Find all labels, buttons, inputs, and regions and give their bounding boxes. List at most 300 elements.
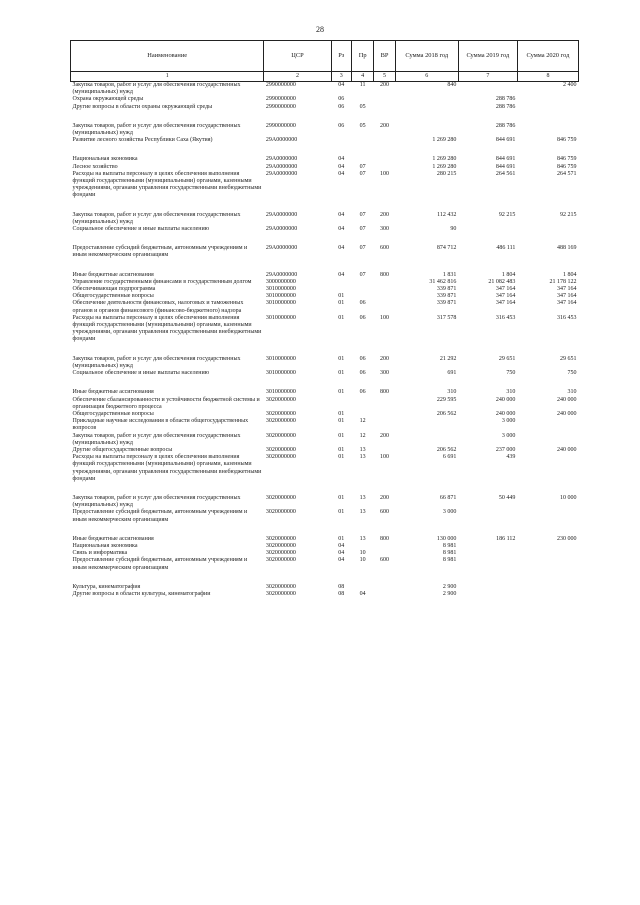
row-name: Расходы на выплаты персоналу в целях обеспечения выполнения функций государственными (муниципальными) органами, казенными учреждениями, органами управления государственными внебюджетными фондами xyxy=(72,314,262,343)
row-amount-2020: 2 400 xyxy=(563,82,577,88)
row-csr-code: 3020000000 xyxy=(265,432,296,439)
row-amount-2020: 846 759 xyxy=(557,156,577,163)
row-expense-type-code xyxy=(374,156,395,163)
row-spacer xyxy=(71,260,579,272)
row-amount-2019: 288 786 xyxy=(495,96,516,103)
row-amount-2019: 439 xyxy=(506,454,516,461)
row-name: Национальная экономика xyxy=(72,542,138,549)
row-section-code: 01 xyxy=(338,389,345,396)
row-section-code: 04 xyxy=(338,82,345,88)
row-subsection-code xyxy=(351,397,373,411)
row-amount-2019: 844 691 xyxy=(495,137,516,144)
row-amount-2018: 280 215 xyxy=(436,170,457,177)
row-amount-2019 xyxy=(458,82,517,97)
row-amount-2018: 31 462 816 xyxy=(429,278,457,285)
row-expense-type-code: 600 xyxy=(380,557,390,564)
row-name: Охрана окружающей среды xyxy=(72,96,144,103)
row-expense-type-code: 600 xyxy=(380,245,390,252)
row-expense-type-code xyxy=(374,137,395,144)
row-section-code: 06 xyxy=(338,103,345,110)
header-2020: Сумма 2020 год xyxy=(517,41,578,72)
row-csr-code: 3020000000 xyxy=(265,454,296,461)
row-section-code xyxy=(331,286,351,293)
row-amount-2018: 2 900 xyxy=(442,590,457,597)
row-section-code: 01 xyxy=(338,355,345,362)
row-spacer xyxy=(71,483,579,495)
row-name: Культура, кинематография xyxy=(72,583,141,590)
row-name: Расходы на выплаты персоналу в целях обеспечения выполнения функций государственными (муниципальными) органами, казенными учреждениями, органами управления государственными внебюджетными фондами xyxy=(72,454,262,482)
header-vr: ВР xyxy=(374,41,395,72)
row-amount-2018: 130 000 xyxy=(436,535,457,542)
row-spacer xyxy=(71,233,579,245)
table-row xyxy=(71,433,579,447)
row-name: Предоставление субсидий бюджетным, автономным учреждениям и иным некоммерческим организациям xyxy=(72,245,248,259)
row-section-code: 01 xyxy=(338,418,345,425)
row-subsection-code: 07 xyxy=(359,170,366,177)
row-csr-code: 29А0000000 xyxy=(265,137,298,144)
row-amount-2020 xyxy=(517,454,578,483)
row-csr-code: 29А0000000 xyxy=(265,211,298,218)
row-csr-code: 29А0000000 xyxy=(265,170,298,177)
table-row xyxy=(71,557,579,571)
row-expense-type-code xyxy=(374,591,395,598)
table-row xyxy=(71,104,579,111)
table-row xyxy=(71,397,579,411)
row-section-code xyxy=(331,279,351,286)
row-expense-type-code xyxy=(374,293,395,300)
row-expense-type-code: 100 xyxy=(380,314,390,321)
row-csr-code: 29А0000000 xyxy=(265,226,298,233)
row-amount-2018: 206 562 xyxy=(436,410,457,417)
row-subsection-code: 07 xyxy=(359,211,366,218)
row-amount-2020: 347 164 xyxy=(557,300,577,307)
table-row xyxy=(71,226,579,233)
row-section-code: 04 xyxy=(338,163,345,170)
row-subsection-code: 07 xyxy=(359,163,366,170)
row-expense-type-code: 200 xyxy=(380,122,390,129)
row-amount-2018: 66 871 xyxy=(439,494,457,501)
row-section-code: 08 xyxy=(338,590,345,597)
row-amount-2019 xyxy=(458,509,517,523)
row-csr-code: 3000000000 xyxy=(265,278,296,285)
row-amount-2018: 1 269 280 xyxy=(432,156,457,163)
row-amount-2020: 1 804 xyxy=(563,271,577,278)
row-subsection-code: 07 xyxy=(359,245,366,252)
row-subsection-code xyxy=(351,137,373,144)
row-section-code: 04 xyxy=(338,557,345,564)
row-section-code: 01 xyxy=(338,509,345,516)
row-subsection-code: 11 xyxy=(359,82,366,88)
row-amount-2020: 230 000 xyxy=(557,535,577,542)
row-spacer-cell xyxy=(71,144,579,156)
row-name: Другие вопросы в области культуры, кинематографии xyxy=(72,590,211,597)
row-section-code: 01 xyxy=(338,535,345,542)
row-amount-2018: 8 981 xyxy=(442,557,457,564)
row-spacer xyxy=(71,524,579,536)
row-expense-type-code: 200 xyxy=(380,355,390,362)
row-amount-2020 xyxy=(517,543,578,550)
row-amount-2018: 8 981 xyxy=(442,550,457,557)
row-section-code: 04 xyxy=(338,271,345,278)
column-index: 7 xyxy=(458,72,517,82)
row-amount-2020: 21 178 122 xyxy=(549,278,577,285)
row-expense-type-code: 800 xyxy=(380,535,390,542)
row-name: Управление государственными финансами в государственным долгом xyxy=(72,278,252,285)
row-amount-2019: 347 164 xyxy=(495,286,516,293)
row-amount-2020: 240 000 xyxy=(557,446,577,453)
row-expense-type-code: 300 xyxy=(380,226,390,233)
page-number: 28 xyxy=(316,25,324,34)
row-amount-2020 xyxy=(517,418,578,432)
row-amount-2019: 347 164 xyxy=(495,300,516,307)
table-row xyxy=(71,300,579,314)
row-amount-2019: 316 453 xyxy=(495,314,516,321)
row-amount-2019: 486 111 xyxy=(496,245,516,252)
column-index: 5 xyxy=(374,72,395,82)
row-name: Развитие лесного хозяйства Республики Саха (Якутия) xyxy=(72,137,213,144)
table-row xyxy=(71,96,579,103)
row-csr-code: 2990000000 xyxy=(265,103,296,110)
row-name: Обеспечение сбалансированности и устойчивости бюджетной системы и организация бюджетного процесса xyxy=(72,396,260,410)
table-row xyxy=(71,356,579,370)
row-amount-2019: 50 449 xyxy=(498,494,516,501)
row-subsection-code xyxy=(351,279,373,286)
row-subsection-code: 13 xyxy=(359,446,366,453)
table-row xyxy=(71,418,579,432)
table-row xyxy=(71,536,579,543)
table-row xyxy=(71,584,579,591)
row-amount-2020: 264 571 xyxy=(557,170,577,177)
row-csr-code: 3020000000 xyxy=(265,590,296,597)
row-name: Иные бюджетные ассигнования xyxy=(72,271,154,278)
row-csr-code: 3020000000 xyxy=(265,509,296,516)
row-amount-2018: 2 900 xyxy=(442,583,457,590)
row-amount-2018: 339 871 xyxy=(436,286,457,293)
row-amount-2020: 240 000 xyxy=(557,410,577,417)
row-name: Прикладные научные исследования в области общегосударственных вопросов xyxy=(72,418,249,432)
row-csr-code: 3020000000 xyxy=(265,535,296,542)
row-amount-2020: 750 xyxy=(567,370,577,377)
row-section-code xyxy=(331,397,351,411)
row-expense-type-code xyxy=(374,584,395,591)
table-row xyxy=(71,509,579,523)
row-spacer-cell xyxy=(71,260,579,272)
row-subsection-code xyxy=(351,584,373,591)
row-subsection-code xyxy=(351,293,373,300)
table-header xyxy=(71,41,579,82)
table-row xyxy=(71,82,579,97)
row-spacer-cell xyxy=(71,572,579,584)
row-amount-2018: 339 871 xyxy=(436,300,457,307)
row-expense-type-code xyxy=(374,447,395,454)
row-name: Национальная экономика xyxy=(72,156,138,163)
row-section-code: 04 xyxy=(338,170,345,177)
row-amount-2019: 29 651 xyxy=(498,355,516,362)
row-expense-type-code xyxy=(374,411,395,418)
row-amount-2018: 3 000 xyxy=(442,509,457,516)
column-index: 3 xyxy=(331,72,351,82)
row-amount-2018 xyxy=(395,123,458,137)
row-amount-2019: 288 786 xyxy=(495,122,516,129)
row-section-code: 08 xyxy=(338,583,345,590)
row-expense-type-code: 800 xyxy=(380,389,390,396)
row-amount-2018 xyxy=(395,104,458,111)
row-subsection-code xyxy=(351,96,373,103)
table-row xyxy=(71,315,579,344)
row-amount-2019 xyxy=(458,226,517,233)
row-amount-2019 xyxy=(458,591,517,598)
row-name: Другие вопросы в области охраны окружающей среды xyxy=(72,103,213,110)
row-amount-2019: 288 786 xyxy=(495,103,516,110)
row-expense-type-code xyxy=(374,397,395,411)
row-subsection-code: 06 xyxy=(359,355,366,362)
row-subsection-code: 10 xyxy=(359,550,366,557)
row-amount-2018: 339 871 xyxy=(436,293,457,300)
row-section-code: 01 xyxy=(338,432,345,439)
row-amount-2020: 488 169 xyxy=(557,245,577,252)
row-amount-2020 xyxy=(517,123,578,137)
row-csr-code: 3020000000 xyxy=(265,410,296,417)
row-spacer xyxy=(71,144,579,156)
row-amount-2018: 874 712 xyxy=(436,245,457,252)
row-section-code: 04 xyxy=(338,245,345,252)
row-spacer-cell xyxy=(71,377,579,389)
row-subsection-code: 10 xyxy=(359,557,366,564)
row-expense-type-code: 200 xyxy=(380,432,390,439)
row-subsection-code: 06 xyxy=(359,370,366,377)
row-subsection-code xyxy=(351,156,373,163)
row-spacer-cell xyxy=(71,111,579,123)
row-subsection-code: 07 xyxy=(359,226,366,233)
row-expense-type-code xyxy=(374,543,395,550)
table-row xyxy=(71,123,579,137)
row-amount-2018: 310 xyxy=(447,389,457,396)
row-name: Закупка товаров, работ и услуг для обеспечения государственных (муниципальных) нужд xyxy=(72,494,241,509)
row-csr-code: 3010000000 xyxy=(265,370,296,377)
row-section-code: 01 xyxy=(338,446,345,453)
table-row xyxy=(71,591,579,598)
table-row xyxy=(71,543,579,550)
row-name: Расходы на выплаты персоналу в целях обеспечения выполнения функций государственными (муниципальными) органами, казенными учреждениями, органами управления государственными внебюджетными фондами xyxy=(72,170,262,199)
row-csr-code: 3010000000 xyxy=(265,300,296,307)
row-section-code: 01 xyxy=(338,293,345,300)
row-expense-type-code xyxy=(374,286,395,293)
row-section-code: 04 xyxy=(338,156,345,163)
row-expense-type-code: 200 xyxy=(380,494,390,501)
column-index: 4 xyxy=(351,72,373,82)
row-amount-2018: 229 595 xyxy=(436,396,457,403)
row-amount-2019: 186 112 xyxy=(496,535,516,542)
row-section-code: 01 xyxy=(338,300,345,307)
header-pr: Пр xyxy=(351,41,373,72)
row-name: Закупка товаров, работ и услуг для обеспечения государственных (муниципальных) нужд xyxy=(72,355,241,369)
header-2018: Сумма 2018 год xyxy=(395,41,458,72)
column-index: 8 xyxy=(517,72,578,82)
row-amount-2018: 21 292 xyxy=(439,355,457,362)
header-csr: ЦСР xyxy=(264,41,331,72)
row-amount-2019 xyxy=(458,584,517,591)
row-expense-type-code xyxy=(374,550,395,557)
table-row xyxy=(71,245,579,259)
row-section-code xyxy=(331,137,351,144)
table-row xyxy=(71,454,579,483)
row-expense-type-code xyxy=(374,104,395,111)
row-amount-2020 xyxy=(517,509,578,523)
row-amount-2020: 92 215 xyxy=(560,211,577,218)
row-spacer xyxy=(71,111,579,123)
row-subsection-code xyxy=(351,411,373,418)
row-csr-code: 3010000000 xyxy=(265,314,296,321)
row-spacer-cell xyxy=(71,483,579,495)
budget-table xyxy=(70,40,579,598)
row-amount-2020: 846 759 xyxy=(557,137,577,144)
row-csr-code: 29А0000000 xyxy=(265,156,298,163)
row-name: Иные бюджетные ассигнования xyxy=(72,389,154,396)
row-expense-type-code xyxy=(374,300,395,314)
row-csr-code: 3020000000 xyxy=(265,494,296,501)
row-expense-type-code: 600 xyxy=(380,509,390,516)
row-subsection-code: 04 xyxy=(359,590,366,597)
row-subsection-code: 06 xyxy=(359,389,366,396)
row-amount-2018: 317 578 xyxy=(436,314,457,321)
row-csr-code: 3010000000 xyxy=(265,286,296,293)
row-name: Социальное обеспечение и иные выплаты населению xyxy=(72,226,210,233)
row-amount-2019: 844 691 xyxy=(495,156,516,163)
row-amount-2019 xyxy=(458,543,517,550)
row-name: Предоставление субсидий бюджетным, автономным учреждениям и иным некоммерческим организациям xyxy=(72,509,248,523)
row-section-code: 06 xyxy=(338,122,345,129)
row-amount-2018: 1 269 280 xyxy=(432,137,457,144)
row-csr-code: 2990000000 xyxy=(265,122,296,129)
row-name: Общегосударственные вопросы xyxy=(72,293,154,300)
row-amount-2020 xyxy=(517,591,578,598)
row-amount-2018: 206 562 xyxy=(436,446,457,453)
row-section-code: 01 xyxy=(338,370,345,377)
row-subsection-code xyxy=(351,286,373,293)
row-expense-type-code xyxy=(374,164,395,171)
row-subsection-code: 05 xyxy=(359,103,366,110)
row-amount-2019: 92 215 xyxy=(498,211,516,218)
row-amount-2018: 840 xyxy=(447,82,457,88)
row-amount-2020 xyxy=(517,433,578,447)
row-amount-2019: 237 000 xyxy=(495,446,516,453)
row-subsection-code xyxy=(351,543,373,550)
row-amount-2020: 29 651 xyxy=(560,355,577,362)
row-spacer xyxy=(71,572,579,584)
column-index: 1 xyxy=(71,72,264,82)
header-2019: Сумма 2019 год xyxy=(458,41,517,72)
row-csr-code: 3020000000 xyxy=(265,418,296,425)
row-csr-code: 2990000000 xyxy=(265,82,296,88)
row-amount-2019: 347 164 xyxy=(495,293,516,300)
row-amount-2018 xyxy=(395,418,458,432)
row-csr-code: 3020000000 xyxy=(265,550,296,557)
table-row xyxy=(71,156,579,163)
row-section-code: 01 xyxy=(338,314,345,321)
row-name: Закупка товаров, работ и услуг для обеспечения государственных (муниципальных) нужд xyxy=(72,432,241,446)
row-csr-code: 29А0000000 xyxy=(265,245,298,252)
row-expense-type-code xyxy=(374,96,395,103)
row-csr-code: 3020000000 xyxy=(265,557,296,564)
row-subsection-code: 13 xyxy=(359,509,366,516)
row-name: Другие общегосударственные вопросы xyxy=(72,446,173,453)
row-amount-2019: 310 xyxy=(506,389,516,396)
row-amount-2018: 112 432 xyxy=(437,211,457,218)
row-expense-type-code: 800 xyxy=(380,271,390,278)
row-subsection-code: 07 xyxy=(359,271,366,278)
row-section-code: 04 xyxy=(338,550,345,557)
header-rz: Рз xyxy=(331,41,351,72)
row-subsection-code: 13 xyxy=(359,454,366,461)
row-name: Закупка товаров, работ и услуг для обеспечения государственных (муниципальных) нужд xyxy=(72,211,241,225)
table-row xyxy=(71,495,579,509)
row-amount-2020 xyxy=(517,226,578,233)
row-name: Связь и информатика xyxy=(72,550,128,557)
header-name: Наименование xyxy=(71,41,264,72)
row-amount-2019: 240 000 xyxy=(495,396,516,403)
row-spacer xyxy=(71,344,579,356)
row-csr-code: 3020000000 xyxy=(265,446,296,453)
column-index-row xyxy=(71,72,579,82)
row-name: Обеспечение деятельности финансовых, налоговых и таможенных органов и органов финансового (финансово-бюджетного) надзора xyxy=(72,300,244,314)
row-name: Предоставление субсидий бюджетным, автономным учреждениям и иным некоммерческим организациям xyxy=(72,557,248,571)
row-name: Закупка товаров, работ и услуг для обеспечения государственных (муниципальных) нужд xyxy=(72,122,241,137)
row-name: Социальное обеспечение и иные выплаты населению xyxy=(72,370,210,377)
row-name: Иные бюджетные ассигнования xyxy=(72,535,154,542)
row-csr-code: 3020000000 xyxy=(265,583,296,590)
table-row xyxy=(71,171,579,200)
row-spacer-cell xyxy=(71,524,579,536)
row-amount-2020: 10 000 xyxy=(560,494,577,501)
row-csr-code: 3020000000 xyxy=(265,396,296,403)
row-amount-2019 xyxy=(458,550,517,557)
row-csr-code: 3020000000 xyxy=(265,542,296,549)
row-amount-2018: 6 691 xyxy=(442,454,457,461)
row-csr-code: 29А0000000 xyxy=(265,163,298,170)
row-amount-2018 xyxy=(395,96,458,103)
row-name: Лесное хозяйство xyxy=(72,163,118,170)
row-spacer-cell xyxy=(71,233,579,245)
row-section-code: 01 xyxy=(338,410,345,417)
row-subsection-code: 13 xyxy=(359,494,366,501)
table-row xyxy=(71,370,579,377)
row-amount-2019: 264 561 xyxy=(495,170,516,177)
row-expense-type-code xyxy=(374,279,395,286)
row-amount-2020 xyxy=(517,584,578,591)
row-amount-2019: 3 000 xyxy=(501,432,516,439)
row-amount-2020 xyxy=(517,104,578,111)
table-body xyxy=(71,82,579,599)
row-amount-2019: 750 xyxy=(506,370,516,377)
row-csr-code: 2990000000 xyxy=(265,96,296,103)
row-amount-2020: 240 000 xyxy=(557,396,577,403)
column-index: 2 xyxy=(264,72,331,82)
row-amount-2019 xyxy=(458,557,517,571)
row-section-code: 01 xyxy=(338,454,345,461)
row-section-code: 04 xyxy=(338,226,345,233)
row-amount-2019: 240 000 xyxy=(495,410,516,417)
row-section-code: 04 xyxy=(338,542,345,549)
row-spacer xyxy=(71,200,579,212)
row-amount-2020 xyxy=(517,550,578,557)
row-amount-2020: 347 164 xyxy=(557,293,577,300)
row-amount-2020: 316 453 xyxy=(557,314,577,321)
row-expense-type-code: 300 xyxy=(380,370,390,377)
column-index: 6 xyxy=(395,72,458,82)
row-amount-2020 xyxy=(517,557,578,571)
table-row xyxy=(71,137,579,144)
table-row xyxy=(71,164,579,171)
